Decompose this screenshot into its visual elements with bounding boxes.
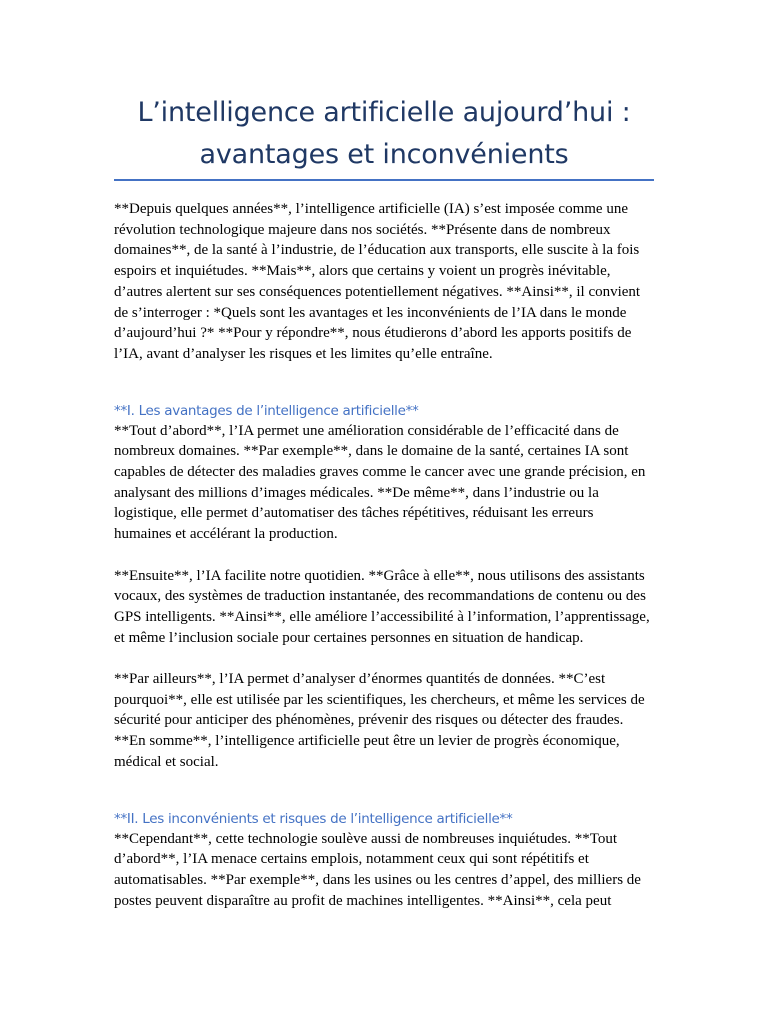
disadvantages-paragraph-1: **Cependant**, cette technologie soulève aussi de nombreuses inquiétudes. **Tout d’abord**, l’IA menace certains emplois, notamment ceux qui sont répétitifs et automatisables. **Par exemple**, dans les usines ou les centres d’appel, des milliers de postes peuvent disparaître au profit de machines intelligentes. **Ainsi**, cela peut <box>114 830 641 909</box>
advantages-paragraph-2: **Ensuite**, l’IA facilite notre quotidien. **Grâce à elle**, nous utilisons des assistants vocaux, des systèmes de traduction instantanée, des recommandations de contenu ou des GPS intelligents. **Ainsi**, elle améliore l’accessibilité à l’information, l’apprentissage, et même l’inclusion sociale pour certaines personnes en situation de handicap. <box>114 567 650 646</box>
section-heading-advantages: **I. Les avantages de l’intelligence artificielle** <box>114 402 419 419</box>
advantages-paragraph-1: **Tout d’abord**, l’IA permet une amélioration considérable de l’efficacité dans de nombreux domaines. **Par exemple**, dans le domaine de la santé, certaines IA sont capables de détecter des maladies graves comme le cancer avec une grande précision, en analysant des millions d’images médicales. **De même**, dans l’industrie ou la logistique, elle permet d’automatiser des tâches répétitives, réduisant les erreurs humaines et accélérant la production. <box>114 422 646 543</box>
intro-paragraph: **Depuis quelques années**, l’intelligence artificielle (IA) s’est imposée comme une révolution technologique majeure dans nos sociétés. **Présente dans de nombreux domaines**, de la santé à l’industrie, de l’éducation aux transports, elle suscite à la fois espoirs et inquiétudes. **Mais**, alors que certains y voient un progrès inévitable, d’autres alertent sur ses conséquences potentiellement négatives. **Ainsi**, il convient de s’interroger : *Quels sont les avantages et les inconvénients de l’IA dans le monde d’aujourd’hui ?* **Pour y répondre**, nous étudierons d’abord les apports positifs de l’IA, avant d’analyser les risques et les limites qu’elle entraîne. <box>114 201 641 362</box>
advantages-paragraph-3: **Par ailleurs**, l’IA permet d’analyser d’énormes quantités de données. **C’est pourquoi**, elle est utilisée par les scientifiques, les chercheurs, et même les services de sécurité pour anticiper des phénomènes, prévenir des risques ou détecter des fraudes. **En somme**, l’intelligence artificielle peut être un levier de progrès économique, médical et social. <box>114 671 645 770</box>
section-heading-disadvantages: **II. Les inconvénients et risques de l’intelligence artificielle** <box>114 810 513 827</box>
title-line-2: avantages et inconvénients <box>199 139 569 170</box>
title-line-1: L’intelligence artificielle aujourd’hui : <box>137 97 631 128</box>
document-title <box>114 92 654 176</box>
document-body <box>114 199 654 932</box>
title-underline <box>114 179 654 181</box>
